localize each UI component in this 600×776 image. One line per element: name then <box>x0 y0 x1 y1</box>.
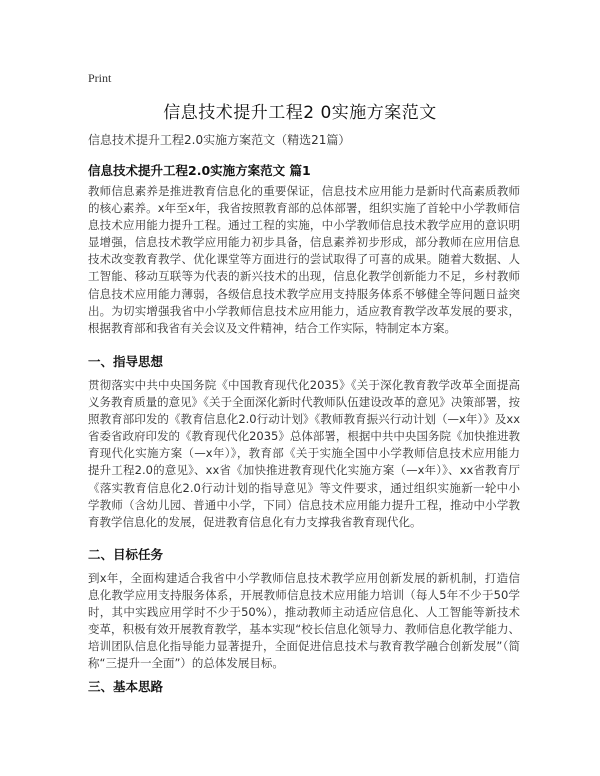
paragraph-goals-tasks: 到x年，全面构建适合我省中小学教师信息技术教学应用创新发展的新机制，打造信息化教学应用支持服务体系，开展教师信息技术应用能力培训（每人5年不少于50学时，其中实践应用学时不少于50%），推动教师主动适应信息化、人工智能等新技术变革，积极有效开展教育教学，基本实现“校长信息化领导力、教师信息化教学能力、培训团队信息化指导能力显著提升，全面促进信息技术与教育教学融合创新发展”（简称“三提升一全面”）的总体发展目标。 <box>88 571 520 671</box>
heading-basic-approach: 三、基本思路 <box>88 679 164 694</box>
print-label: Print <box>88 71 112 85</box>
paragraph-guiding-ideology: 贯彻落实中共中央国务院《中国教育现代化2035》《关于深化教育教学改革全面提高义务教育质量的意见》《关于全面深化新时代教师队伍建设改革的意见》决策部署，按照教育部印发的《教育信息化2.0行动计划》《教师教育振兴行动计划（—x年）》及xx省委省政府印发的《教育现代化2035》总体部署，根据中共中央国务院《加快推进教育现代化实施方案（—x年）》，教育部《关于实施全国中小学教师信息技术应用能力提升工程2.0的意见》、xx省《加快推进教育现代化实施方案（—x年）》、xx省教育厅《落实教育信息化2.0行动计划的指导意见》等文件要求，通过组织实施新一轮中小学教师（含幼儿园、普通中小学，下同）信息技术应用能力提升工程，推动中小学教育教学信息化的发展，促进教育信息化有力支撑我省教育现代化。 <box>88 378 520 529</box>
intro-paragraph: 教师信息素养是推进教育信息化的重要保证，信息技术应用能力是新时代高素质教师的核心素养。x年至x年，我省按照教育部的总体部署，组织实施了首轮中小学教师信息技术应用能力提升工程。通过工程的实施，中小学教师信息技术教学应用的意识明显增强，信息技术教学应用能力初步具备，信息素养初步形成，部分教师在应用信息技术改变教育教学、优化课堂等方面进行的尝试取得了可喜的成果。随着大数据、人工智能、移动互联等为代表的新兴技术的出现，信息化教学创新能力不足，乡村教师信息技术应用能力薄弱，各级信息技术教学应用支持服务体系不够健全等问题日益突出。为切实增强我省中小学教师信息技术应用能力，适应教育教学改革发展的要求，根据教育部和我省有关会议及文件精神，结合工作实际，特制定本方案。 <box>88 184 520 335</box>
heading-goals-tasks: 二、目标任务 <box>88 547 164 562</box>
document-subtitle: 信息技术提升工程2.0实施方案范文（精选21篇） <box>88 133 351 147</box>
section-title: 信息技术提升工程2.0实施方案范文 篇1 <box>88 163 311 178</box>
document-title: 信息技术提升工程2 0实施方案范文 <box>163 103 437 123</box>
heading-guiding-ideology: 一、指导思想 <box>88 354 164 369</box>
